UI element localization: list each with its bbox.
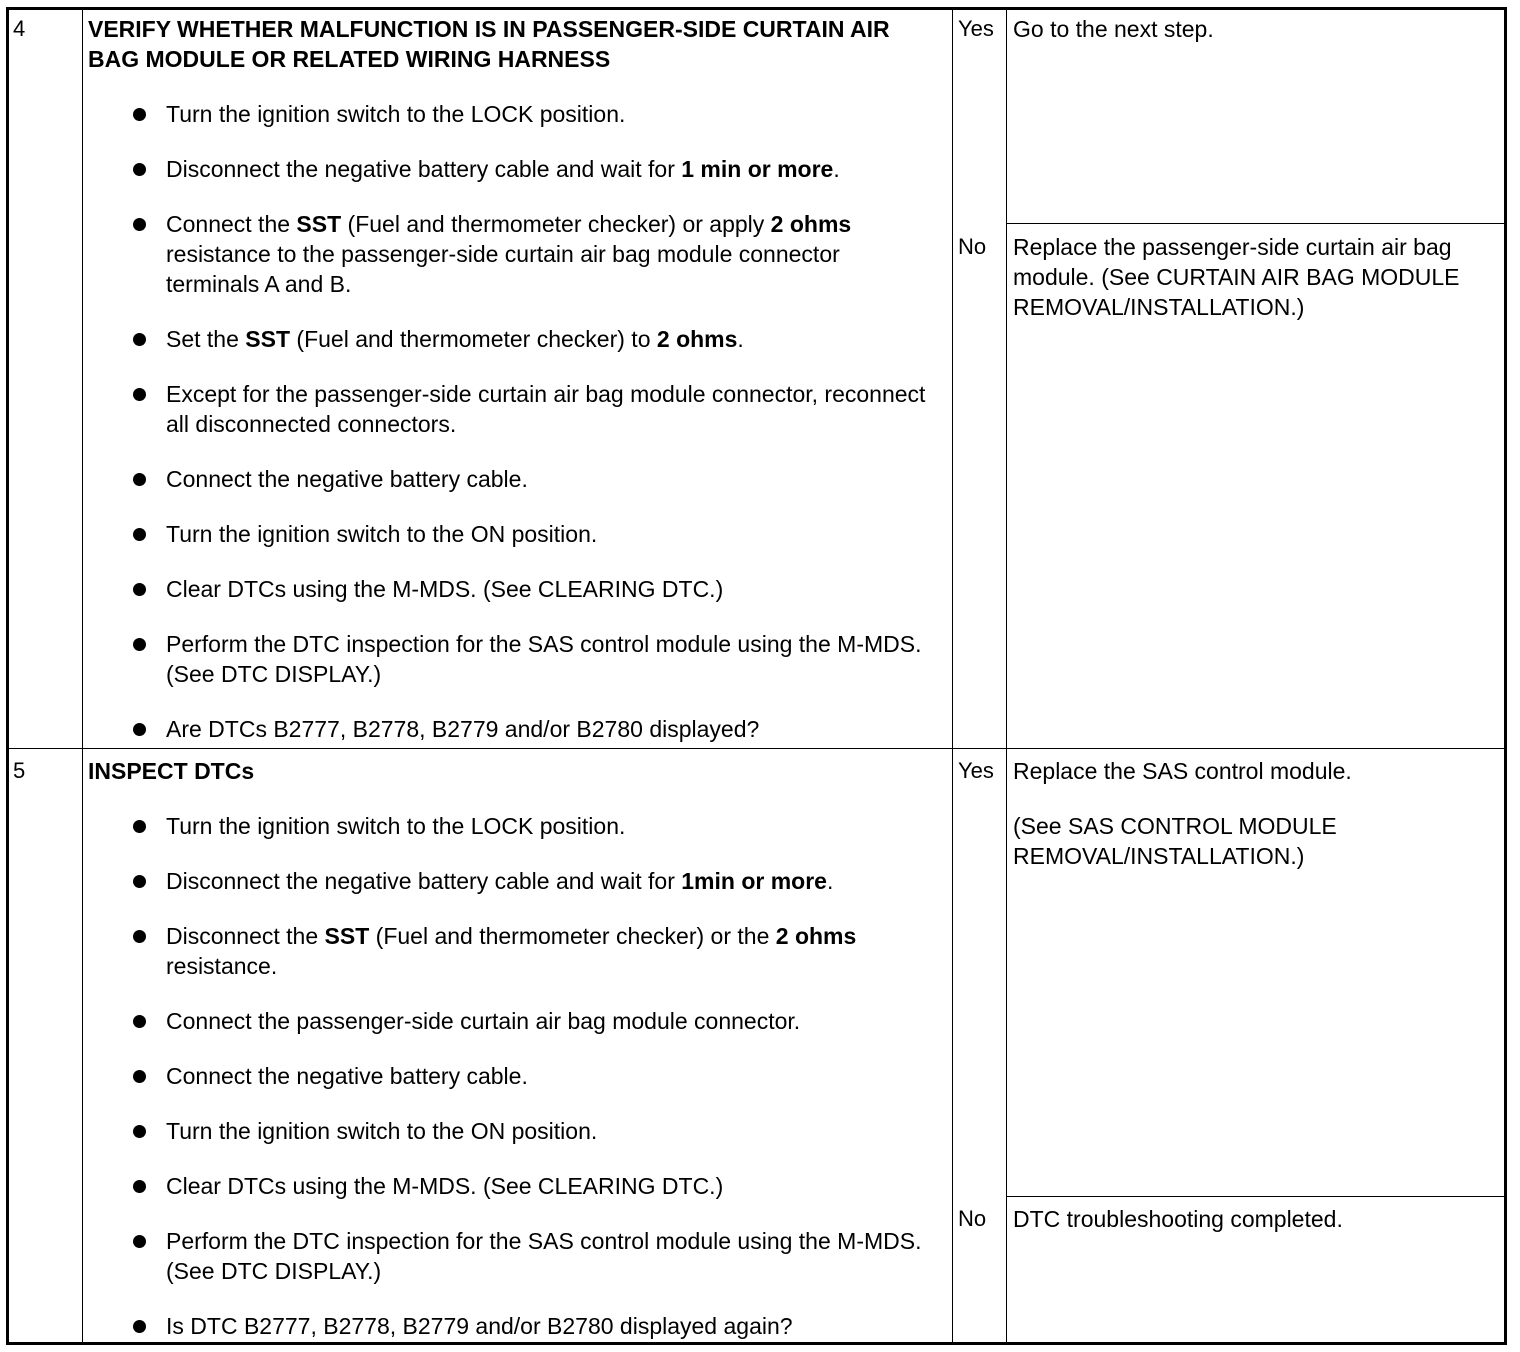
list-item: Connect the passenger-side curtain air bag module connector. — [133, 1006, 933, 1036]
list-item: Connect the negative battery cable. — [133, 1061, 933, 1091]
no-action: Replace the passenger-side curtain air bag module. (See CURTAIN AIR BAG MODULE REMOVAL/INSTALLATION.) — [1013, 234, 1460, 320]
no-label: No — [958, 234, 987, 259]
row-divider — [9, 748, 1504, 749]
list-item: Turn the ignition switch to the ON position. — [133, 1116, 933, 1146]
yes-label: Yes — [958, 16, 994, 41]
step-title: INSPECT DTCs — [88, 758, 255, 784]
column-divider — [1006, 10, 1007, 1342]
step-title: VERIFY WHETHER MALFUNCTION IS IN PASSENGER-SIDE CURTAIN AIR BAG MODULE OR RELATED WIRING HARNESS — [88, 16, 890, 72]
list-item: Connect the SST (Fuel and thermometer checker) or apply 2 ohms resistance to the passenger-side curtain air bag module connector terminals A and B. — [133, 209, 933, 299]
bullet-icon — [133, 1015, 146, 1028]
bullet-icon — [133, 875, 146, 888]
bullet-icon — [133, 1125, 146, 1138]
yes-action: Go to the next step. — [1013, 16, 1214, 42]
bullet-icon — [133, 820, 146, 833]
bullet-icon — [133, 388, 146, 401]
list-item: Are DTCs B2777, B2778, B2779 and/or B2780 displayed? — [133, 714, 933, 744]
list-item: Connect the negative battery cable. — [133, 464, 933, 494]
no-action: DTC troubleshooting completed. — [1013, 1206, 1343, 1232]
yes-action: Replace the SAS control module. — [1013, 758, 1352, 784]
bullet-icon — [133, 218, 146, 231]
step-number: 4 — [13, 16, 26, 41]
bullet-icon — [133, 723, 146, 736]
list-item: Perform the DTC inspection for the SAS control module using the M-MDS. (See DTC DISPLAY.) — [133, 1226, 933, 1286]
list-item: Clear DTCs using the M-MDS. (See CLEARING DTC.) — [133, 1171, 933, 1201]
list-item: Perform the DTC inspection for the SAS control module using the M-MDS. (See DTC DISPLAY.) — [133, 629, 933, 689]
bullet-icon — [133, 638, 146, 651]
bullet-icon — [133, 930, 146, 943]
column-divider — [82, 10, 83, 1342]
bullet-icon — [133, 473, 146, 486]
bullet-icon — [133, 583, 146, 596]
bullet-icon — [133, 528, 146, 541]
yes-label: Yes — [958, 758, 994, 783]
yes-action-note: (See SAS CONTROL MODULE REMOVAL/INSTALLATION.) — [1013, 813, 1337, 869]
bullet-icon — [133, 1180, 146, 1193]
bullet-icon — [133, 163, 146, 176]
no-label: No — [958, 1206, 987, 1231]
list-item: Disconnect the negative battery cable and wait for 1 min or more. — [133, 154, 933, 184]
bullet-icon — [133, 1320, 146, 1333]
bullet-icon — [133, 333, 146, 346]
list-item: Clear DTCs using the M-MDS. (See CLEARING DTC.) — [133, 574, 933, 604]
answer-divider — [1006, 1196, 1504, 1197]
list-item: Set the SST (Fuel and thermometer checker) to 2 ohms. — [133, 324, 933, 354]
answer-divider — [1006, 223, 1504, 224]
bullet-icon — [133, 1070, 146, 1083]
list-item: Except for the passenger-side curtain air bag module connector, reconnect all disconnected connectors. — [133, 379, 933, 439]
list-item: Is DTC B2777, B2778, B2779 and/or B2780 displayed again? — [133, 1311, 933, 1341]
list-item: Turn the ignition switch to the ON position. — [133, 519, 933, 549]
list-item: Disconnect the negative battery cable and wait for 1min or more. — [133, 866, 933, 896]
list-item: Turn the ignition switch to the LOCK position. — [133, 811, 933, 841]
step-number: 5 — [13, 758, 26, 783]
list-item: Disconnect the SST (Fuel and thermometer checker) or the 2 ohms resistance. — [133, 921, 933, 981]
bullet-icon — [133, 1235, 146, 1248]
troubleshooting-table — [6, 7, 1507, 1345]
column-divider — [952, 10, 953, 1342]
list-item: Turn the ignition switch to the LOCK position. — [133, 99, 933, 129]
bullet-icon — [133, 108, 146, 121]
